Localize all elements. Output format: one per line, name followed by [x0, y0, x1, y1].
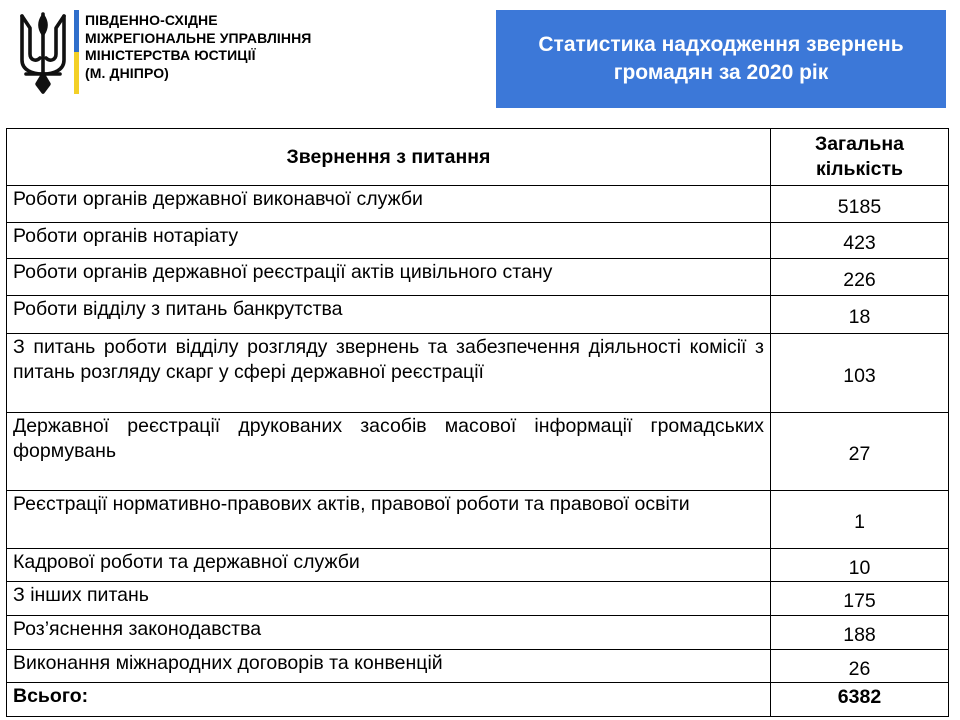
trident-icon [14, 10, 72, 96]
table-row [7, 223, 949, 259]
table-row [7, 582, 949, 616]
total-label: Всього: [7, 683, 771, 717]
row-count: 175 [771, 582, 949, 616]
table-row [7, 650, 949, 683]
table-row [7, 296, 949, 334]
table-header-row [7, 129, 949, 186]
row-topic: Кадрової роботи та державної служби [7, 549, 771, 582]
row-count: 188 [771, 616, 949, 650]
row-count: 26 [771, 650, 949, 683]
page-title-banner [496, 10, 946, 108]
row-topic: Роботи органів нотаріату [7, 223, 771, 259]
row-topic: Державної реєстрації друкованих засобів масової інформації громадських формувань [7, 413, 771, 491]
page-title-line-1: Статистика надходження звернень [538, 33, 904, 56]
table-row [7, 259, 949, 296]
row-topic: З питань роботи відділу розгляду звернень та забезпечення діяльності комісії з питань розгляду скарг у сфері державної реєстрації [7, 334, 771, 413]
row-topic: Роботи відділу з питань банкрутства [7, 296, 771, 334]
table-total-row [7, 683, 949, 717]
row-count: 1 [771, 491, 949, 549]
row-topic: Роботи органів державної реєстрації актів цивільного стану [7, 259, 771, 296]
flag-stripe-blue [74, 10, 79, 52]
org-name-line: ПІВДЕННО-СХІДНЕ [85, 12, 218, 28]
row-topic: Виконання міжнародних договорів та конвенцій [7, 650, 771, 683]
table-row [7, 616, 949, 650]
column-header-topic: Звернення з питання [7, 129, 771, 186]
row-topic: Реєстрації нормативно-правових актів, правової роботи та правової освіти [7, 491, 771, 549]
column-header-count-line-2: кількість [815, 158, 904, 180]
table-row [7, 334, 949, 413]
row-topic: Роботи органів державної виконавчої служби [7, 186, 771, 223]
table-row [7, 491, 949, 549]
org-name-line: МІЖРЕГІОНАЛЬНЕ УПРАВЛІННЯ [85, 29, 312, 46]
org-name-line: МІНІСТЕРСТВА ЮСТИЦІЇ [85, 47, 256, 63]
org-name-line: (М. ДНІПРО) [85, 64, 169, 81]
table-row [7, 413, 949, 491]
row-count: 5185 [771, 186, 949, 223]
table-row [7, 186, 949, 223]
flag-stripe-yellow [74, 52, 79, 94]
row-count: 10 [771, 549, 949, 582]
row-count: 103 [771, 334, 949, 413]
column-header-count [771, 129, 949, 186]
row-topic: Роз’яснення законодавства [7, 616, 771, 650]
row-count: 27 [771, 413, 949, 491]
table-row [7, 549, 949, 582]
organization-name [85, 12, 385, 82]
total-count: 6382 [771, 683, 949, 717]
row-count: 423 [771, 223, 949, 259]
row-count: 18 [771, 296, 949, 334]
row-count: 226 [771, 259, 949, 296]
row-topic: З інших питань [7, 582, 771, 616]
page-title-line-2: громадян за 2020 рік [613, 61, 829, 84]
column-header-count-line-1: Загальна [814, 133, 905, 155]
flag-stripe [74, 10, 79, 94]
appeals-statistics-table [6, 128, 949, 717]
